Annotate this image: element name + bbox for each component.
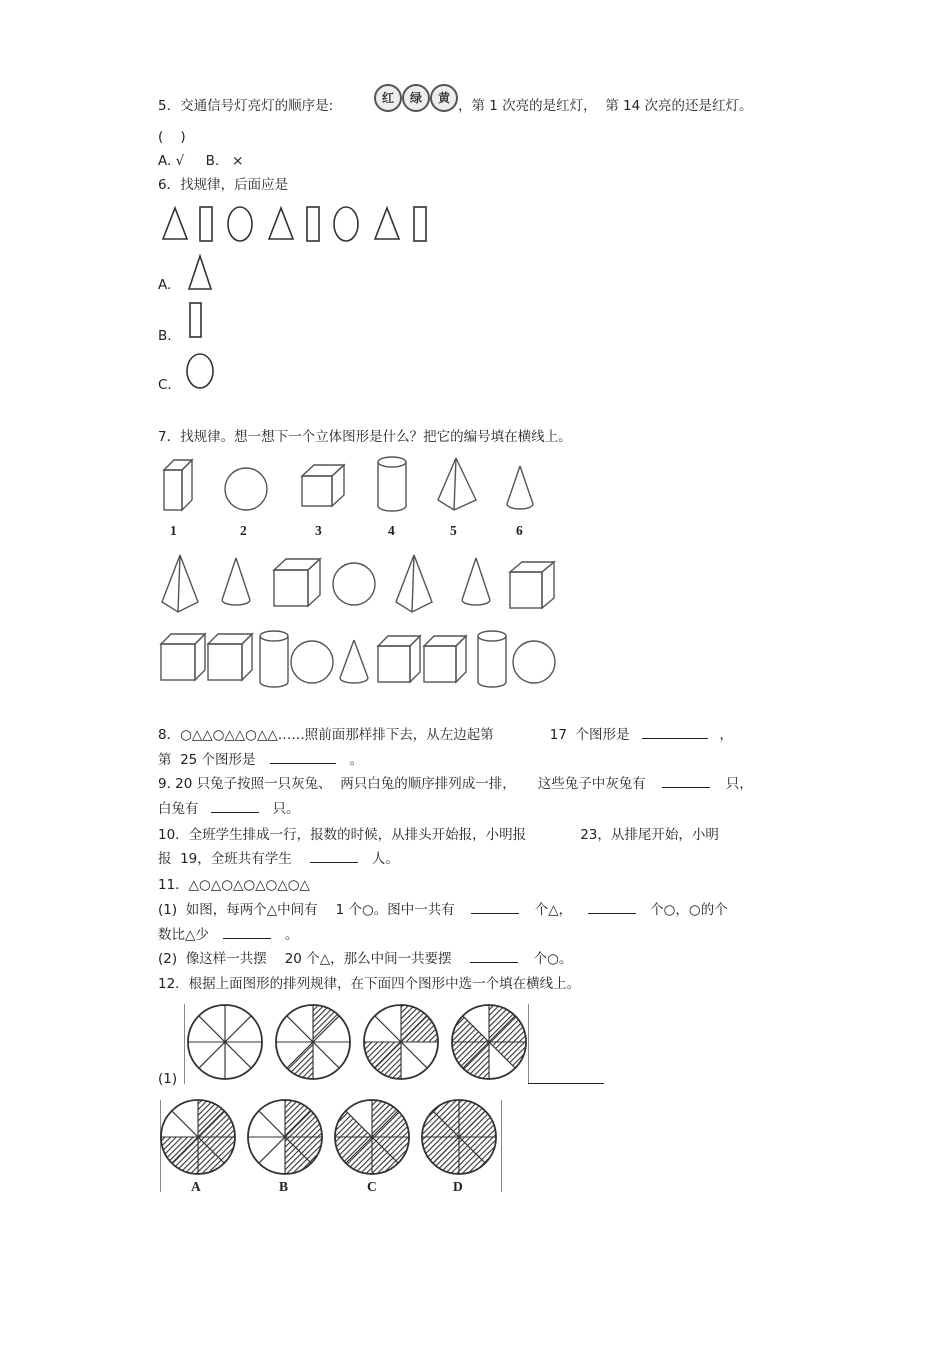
triangle-shape — [375, 208, 399, 239]
q11-circle-count-blank[interactable] — [588, 901, 636, 914]
q11-part1-line2 — [158, 926, 298, 944]
q5-text-after: ，第 1 次亮的是红灯， 第 14 次亮的还是红灯。 — [458, 98, 753, 114]
q9-text-d: 白兔有 — [158, 801, 199, 817]
legend-number-4: 4 — [388, 523, 395, 538]
q7-title: 7．找规律。想一想下一个立体图形是什么？把它的编号填在横线上。 — [158, 429, 572, 445]
q6-option-a-label: A. — [158, 277, 172, 293]
rectangle-shape — [414, 207, 426, 241]
sphere-solid — [333, 563, 375, 605]
choice-wheel-a — [161, 1100, 235, 1174]
pyramid-solid — [396, 555, 432, 612]
q11-text-d: 个○，○的个 — [650, 902, 728, 918]
q12-sequence-wheels — [184, 1003, 529, 1085]
cone-solid — [222, 558, 250, 605]
q9-text-a: 9. 20 只兔子按照一只灰兔、 两只白兔的顺序排列成一排， — [158, 776, 516, 792]
cone-solid — [507, 466, 533, 509]
q10-text-d: 人。 — [371, 851, 399, 867]
q6-option-a-triangle — [186, 252, 216, 292]
green-light-badge: 绿 — [402, 84, 430, 112]
legend-number-2: 2 — [240, 523, 247, 538]
q8-text-b: 17 个图形是 — [549, 727, 630, 743]
pyramid-solid — [438, 458, 476, 510]
cylinder-solid — [378, 457, 406, 511]
q10-text-c: 报 19，全班共有学生 — [158, 851, 292, 867]
triangle-shape — [269, 208, 293, 239]
q8-text-c: 第 25 个图形是 — [158, 752, 256, 768]
legend-number-5: 5 — [450, 523, 457, 538]
cube-solid — [208, 634, 252, 680]
cube-solid — [302, 465, 344, 506]
q9-text-e: 只。 — [272, 801, 300, 817]
cone-solid — [462, 558, 490, 605]
q12-choice-wheels — [158, 1098, 503, 1178]
q12-part-label: (1) — [158, 1071, 178, 1087]
q6-shape-sequence — [158, 203, 438, 248]
q11-circles-needed-blank[interactable] — [470, 950, 518, 963]
rectangle-shape — [307, 207, 319, 241]
q11-title: 11．△○△○△○△○△○△ — [158, 877, 310, 893]
choice-wheel-d — [422, 1100, 496, 1174]
q10-line2 — [158, 850, 399, 868]
q12-answer-blank[interactable] — [528, 1071, 604, 1084]
q11-text-b: 1 个○。图中一共有 — [335, 902, 455, 918]
q9-text-c: 只， — [725, 776, 753, 792]
choice-label-b[interactable]: B — [279, 1179, 289, 1194]
q5-text-before: 5．交通信号灯亮灯的顺序是: — [158, 98, 334, 114]
q8-line1 — [158, 726, 733, 744]
q9-line2 — [158, 800, 300, 818]
pyramid-solid — [162, 555, 198, 612]
q11-text-f: 。 — [284, 927, 299, 943]
sequence-wheel-4 — [452, 1005, 526, 1079]
q6-title: 6．找规律，后面应是 — [158, 177, 289, 193]
choice-wheel-c — [335, 1100, 409, 1174]
q10-total-students-blank[interactable] — [310, 850, 358, 863]
legend-number-6: 6 — [516, 523, 523, 538]
q11-triangle-count-blank[interactable] — [471, 901, 519, 914]
sequence-wheel-2 — [276, 1005, 350, 1079]
q11-text-c: 个△， — [534, 902, 573, 918]
q6-option-c-label: C. — [158, 377, 172, 393]
q8-comma: ， — [719, 727, 733, 743]
sphere-solid — [291, 641, 333, 683]
q7-solid-row-2 — [158, 628, 558, 690]
q7-solid-legend — [158, 452, 558, 542]
q10-line1 — [158, 826, 719, 844]
rectangle-shape — [200, 207, 212, 241]
q8-period: 。 — [349, 752, 364, 768]
choice-wheel-b — [248, 1100, 322, 1174]
cube-solid — [510, 562, 554, 608]
q10-text-b: 23，从排尾开始，小明 — [580, 827, 719, 843]
q5-options: A. √ B. × — [158, 153, 244, 169]
legend-number-3: 3 — [315, 523, 322, 538]
triangle-shape — [163, 208, 187, 239]
q6-option-c-ellipse — [184, 352, 218, 394]
cylinder-solid — [260, 631, 288, 687]
sequence-wheel-1 — [188, 1005, 262, 1079]
q11-text-e: 数比△少 — [158, 927, 209, 943]
choice-label-c[interactable]: C — [367, 1179, 377, 1194]
q7-solid-row-1 — [158, 550, 558, 620]
q8-answer-blank-25[interactable] — [270, 751, 336, 764]
cube-solid — [274, 559, 320, 606]
q8-line2 — [158, 751, 363, 769]
q11-part1-line1 — [158, 901, 728, 919]
sequence-wheel-3 — [364, 1005, 438, 1079]
q9-line1 — [158, 775, 753, 793]
red-light-badge: 红 — [374, 84, 402, 112]
q6-option-b-label: B. — [158, 328, 172, 344]
q11-text-i: 个○。 — [533, 951, 573, 967]
cube-solid — [161, 634, 205, 680]
choice-label-d[interactable]: D — [453, 1179, 463, 1194]
cuboid-solid — [164, 460, 192, 510]
ellipse-shape — [334, 207, 358, 241]
q8-text-a: 8．○△△○△△○△△……照前面那样排下去，从左边起第 — [158, 727, 494, 743]
q6-option-b-rectangle — [188, 301, 208, 341]
q8-answer-blank-17[interactable] — [642, 726, 708, 739]
cone-solid — [340, 640, 368, 683]
q12-title: 12．根据上面图形的排列规律，在下面四个图形中选一个填在横线上。 — [158, 976, 581, 992]
q11-part2 — [158, 950, 572, 968]
q9-white-rabbit-blank[interactable] — [211, 800, 259, 813]
q10-text-a: 10．全班学生排成一行，报数的时候，从排头开始报，小明报 — [158, 827, 527, 843]
sphere-solid — [225, 468, 267, 510]
q11-text-g: (2) 像这样一共摆 — [158, 951, 267, 967]
yellow-light-badge: 黄 — [430, 84, 458, 112]
q9-text-b: 这些兔子中灰兔有 — [537, 776, 646, 792]
sphere-solid — [513, 641, 555, 683]
q11-difference-blank[interactable] — [223, 926, 271, 939]
q5-answer-paren: ( ) — [158, 129, 186, 145]
ellipse-shape — [228, 207, 252, 241]
q11-text-h: 20 个△，那么中间一共要摆 — [284, 951, 452, 967]
cube-solid — [424, 636, 466, 682]
cylinder-solid — [478, 631, 506, 687]
q9-grey-rabbit-blank[interactable] — [662, 775, 710, 788]
q11-text-a: (1) 如图，每两个△中间有 — [158, 902, 318, 918]
cube-solid — [378, 636, 420, 682]
choice-label-a[interactable]: A — [191, 1179, 201, 1194]
legend-number-1: 1 — [170, 523, 177, 538]
